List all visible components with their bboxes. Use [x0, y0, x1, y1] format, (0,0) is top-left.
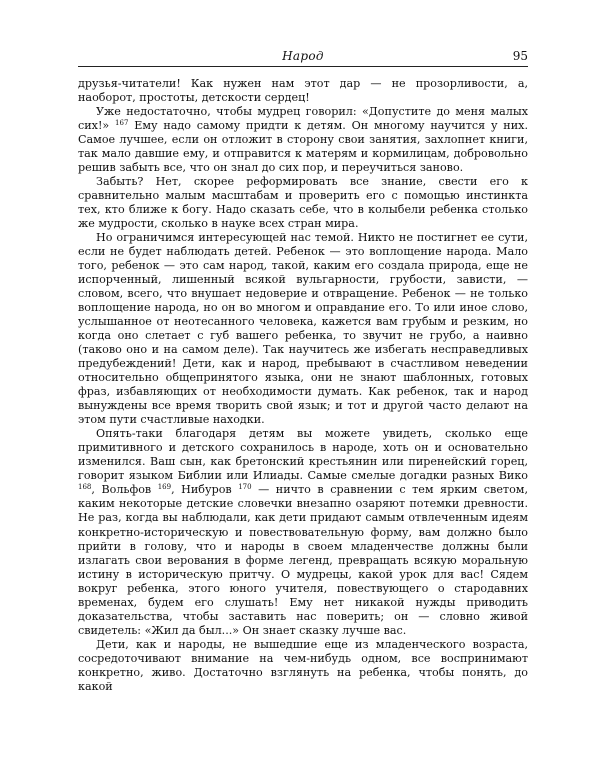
paragraph — [78, 77, 528, 105]
page-number: 95 — [512, 49, 528, 63]
paragraph — [78, 175, 528, 231]
paragraph-text: Но ограничимся интересующей нас темой. Никто не постигнет ее сути, если не будет наблюдать детей. Ребенок — это воплощение народа. Мало того, ребенок — это сам народ, такой, каким его создала природа, еще не испорченный, лишенный всякой вульгарности, грубости, зависти, — словом, всего, что внушает недоверие и отвращение. Ребенок — не только воплощение народа, но он во многом и оправдание его. То или иное слово, услышанное от неотесанного человека, кажется вам грубым и резким, но когда оно слетает с губ вашего ребенка, то звучит не грубо, а наивно (таково оно и на самом деле). Так научитесь же избегать несправедливых предубеждений! Дети, как и народ, пребывают в счастливом неведении относительно общепринятого языка, они не знают шаблонных, готовых фраз, избавляющих от необходимости думать. Как ребенок, так и народ вынуждены все время творить свой язык; и тот и другой часто делают на этом пути счастливые находки. — [78, 231, 528, 427]
paragraph — [78, 231, 528, 427]
paragraph — [78, 105, 528, 175]
paragraph-text: , Нибуров — [171, 483, 239, 497]
paragraph-text: Опять-таки благодаря детям вы можете увидеть, сколько еще примитивного и детского сохранилось в народе, хоть он и основательно изменился. Ваш сын, как бретонский крестьянин или пиренейский горец, говорит языком Библии или Илиады. Самые смелые догадки разных Вико — [78, 427, 528, 483]
running-title: Народ — [282, 49, 324, 63]
paragraph-text: — ничто в сравнении с тем ярким светом, каким некоторые детские словечки внезапно озаряют потемки древности. Не раз, когда вы наблюдали, как дети придают самым отвлеченным идеям конкретно-историческую и повествовательную форму, вам должно было прийти в голову, что и народы в своем младенчестве должны были излагать свои верования в форме легенд, превращать всякую моральную истину в историческую притчу. О мудрецы, какой урок для вас! Сядем вокруг ребенка, этого юного учителя, повествующего о стародавних временах, будем его слушать! Ему нет никакой нужды приводить доказательства, чтобы заставить нас поверить; он — словно живой свидетель: «Жил да был...» Он знает сказку лучше вас. — [78, 483, 528, 637]
paragraph-text: , Вольфов — [91, 483, 158, 497]
book-page — [78, 48, 528, 694]
footnote-ref: 167 — [115, 119, 129, 128]
body-text — [78, 77, 528, 694]
paragraph-text: друзья-читатели! Как нужен нам этот дар — не прозорливости, а, наоборот, простоты, детскости сердец! — [78, 77, 528, 105]
paragraph-text: Уже недостаточно, чтобы мудрец говорил: «Допустите до меня малых сих!» — [78, 105, 528, 133]
paragraph — [78, 638, 528, 694]
page-header — [78, 48, 528, 67]
paragraph-text: Ему надо самому придти к детям. Он многому научится у них. Самое лучшее, если он отложит в сторону свои занятия, захлопнет книги, так мало давшие ему, и отправится к матерям и кормилицам, добровольно решив забыть все, что он знал до сих пор, и переучиться заново. — [78, 119, 528, 175]
footnote-ref: 168 — [78, 483, 92, 492]
paragraph — [78, 427, 528, 637]
footnote-ref: 170 — [238, 483, 252, 492]
paragraph-text: Дети, как и народы, не вышедшие еще из младенческого возраста, сосредоточивают внимание на чем-нибудь одном, все воспринимают конкретно, живо. Достаточно взглянуть на ребенка, чтобы понять, до какой — [78, 637, 528, 693]
paragraph-text: Забыть? Нет, скорее реформировать все знание, свести его к сравнительно малым масштабам и проверить его с помощью инстинкта тех, кто ближе к богу. Надо сказать себе, что в колыбели ребенка столько же мудрости, сколько в науке всех стран мира. — [78, 175, 528, 231]
footnote-ref: 169 — [157, 483, 172, 492]
